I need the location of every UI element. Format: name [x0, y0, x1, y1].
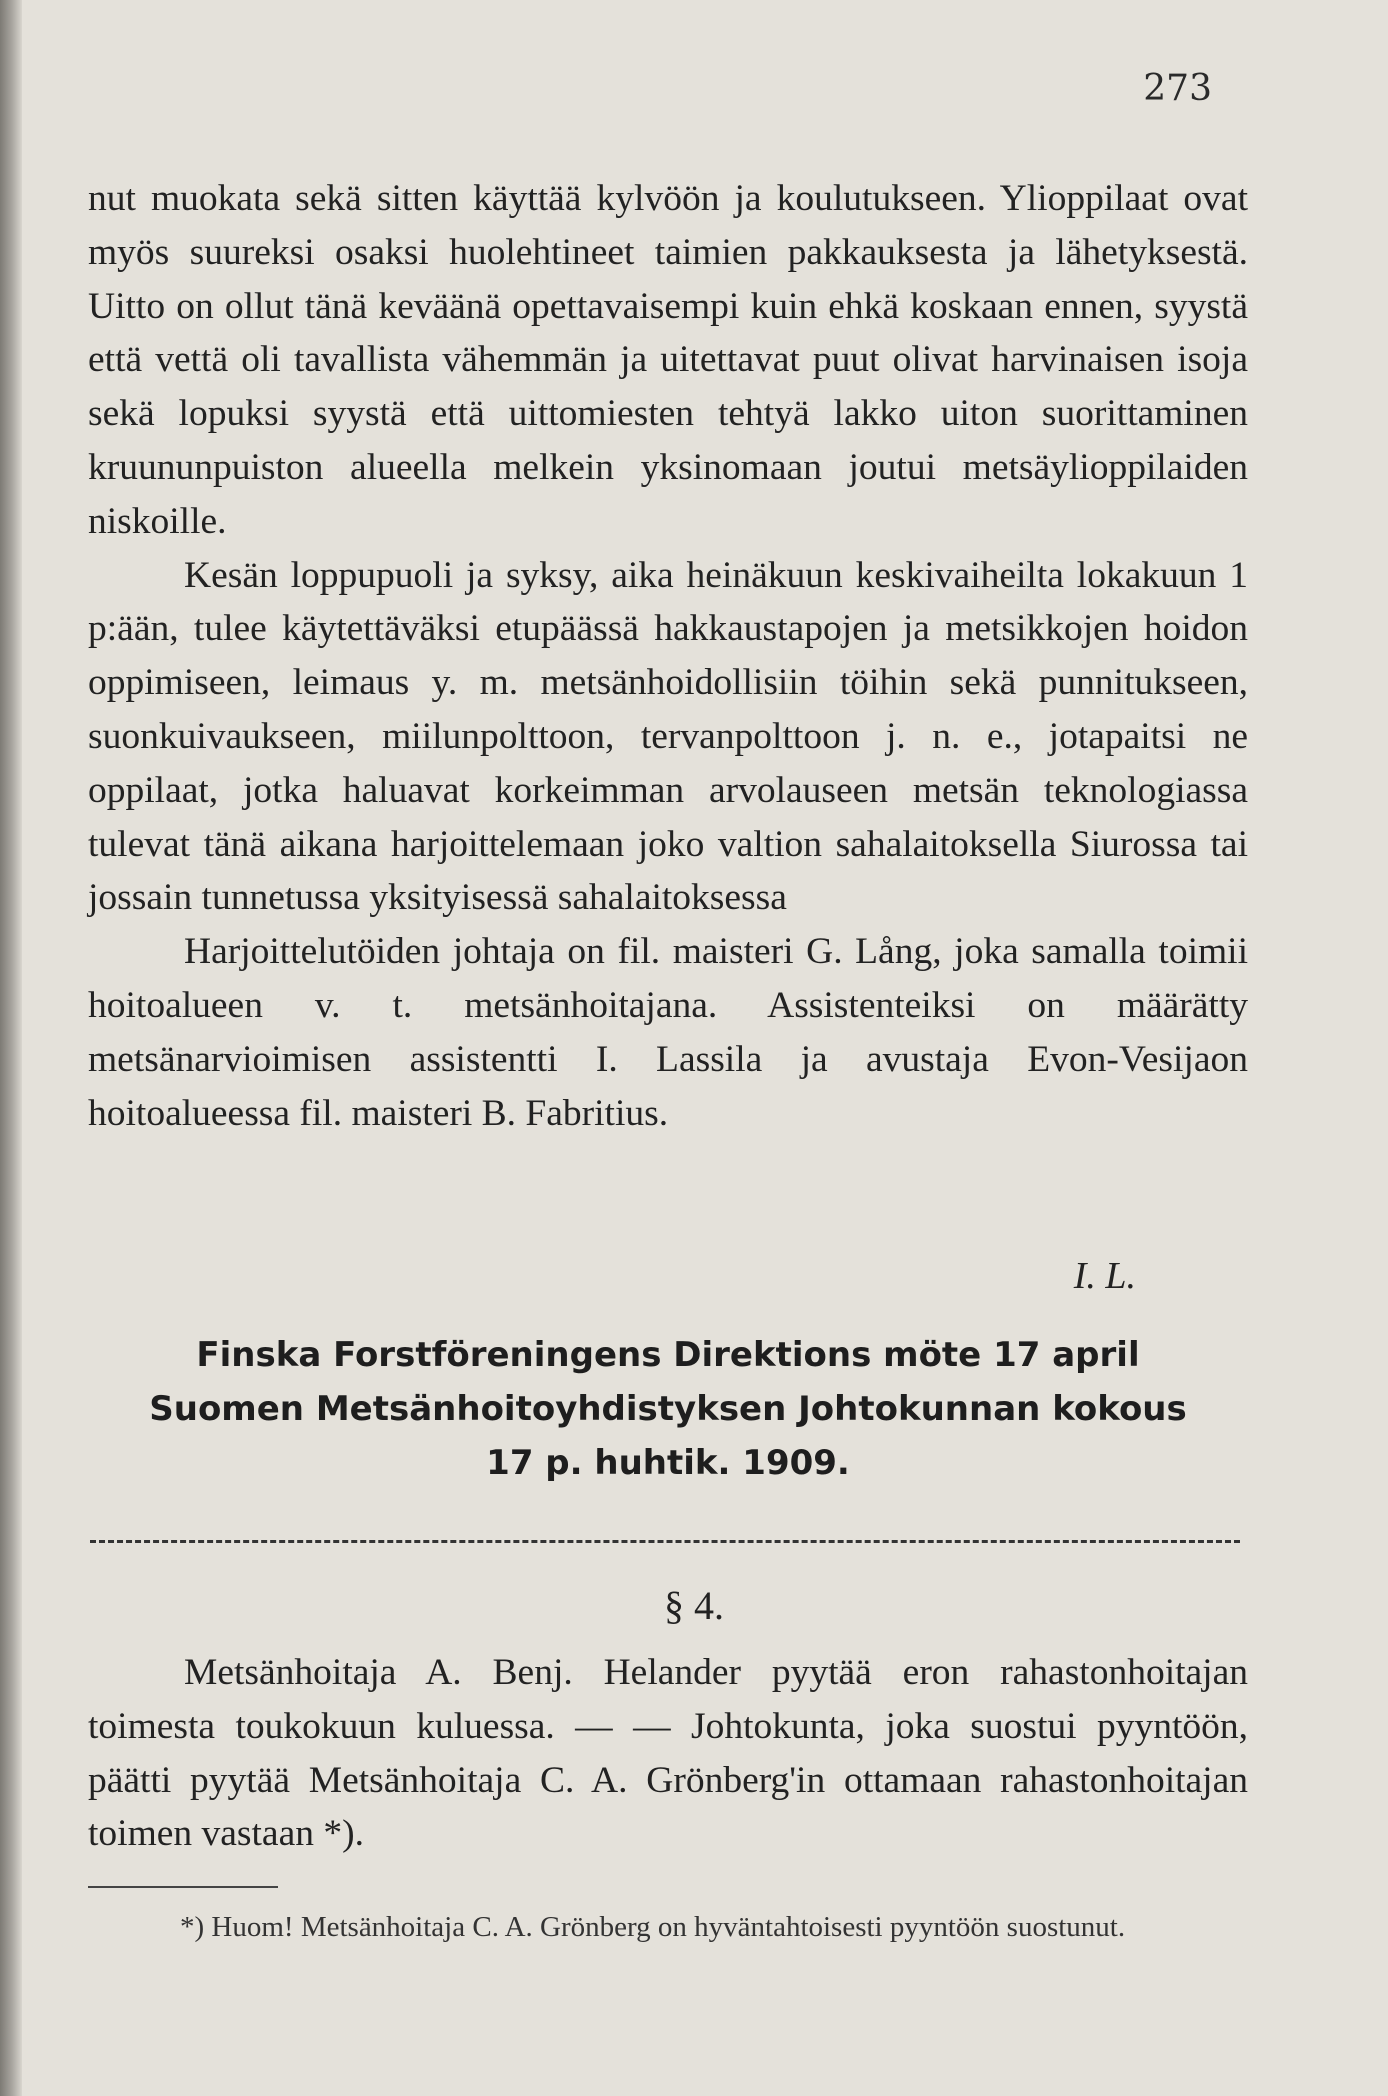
footnote-text: *) Huom! Metsänhoitaja C. A. Grönberg on hyväntahtoisesti pyyntöön suostunut.	[180, 1911, 1126, 1943]
section-body	[88, 1646, 1248, 1861]
heading-line-date: 17 p. huhtik. 1909.	[486, 1443, 850, 1483]
section-paragraph: Metsänhoitaja A. Benj. Helander pyytää eron rahastonhoitajan toimesta toukokuun kuluessa. — — Johtokunta, joka suostui pyyntöön, päätti pyytää Metsänhoitaja C. A. Grönberg'in ottamaan rahastonhoitajan toimen vastaan *).	[88, 1652, 1248, 1855]
book-spine-shadow	[0, 0, 22, 2096]
paragraph-uitto: nut muokata sekä sitten käyttää kylvöön ja koulutukseen. Ylioppilaat ovat myös suureksi osaksi huolehtineet taimien pakkauksesta ja lähetyksestä. Uitto on ollut tänä keväänä opettavaisempi kuin ehkä koskaan ennen, syystä että vettä oli tavallista vähemmän ja uitettavat puut olivat harvinaisen isoja sekä lopuksi syystä että uittomiesten tehtyä lakko uiton suorittaminen kruununpuiston alueella melkein yksinomaan joutui metsäylioppilaiden niskoille.	[88, 178, 1248, 542]
section-number: § 4.	[664, 1583, 724, 1628]
footnote	[88, 1906, 1238, 1948]
paragraph-harjoittelutoiden-johtaja: Harjoittelutöiden johtaja on fil. maisteri G. Lång, joka samalla toimii hoitoalueen v. t. metsänhoitajana. Assistenteiksi on määrätty metsänarvioimisen assistentti I. Lassila ja avustaja Evon-Vesijaon hoitoalueessa fil. maisteri B. Fabritius.	[88, 931, 1248, 1134]
page-number: 273	[1143, 68, 1212, 109]
paragraph-kesan-loppupuoli: Kesän loppupuoli ja syksy, aika heinäkuun keskivaiheilta lokakuun 1 p:ään, tulee käytettäväksi etupäässä hakkaustapojen ja metsikkojen hoidon oppimiseen, leimaus y. m. metsänhoidollisiin töihin sekä punnitukseen, suonkuivaukseen, miilunpolttoon, tervanpolttoon j. n. e., jotapaitsi ne oppilaat, jotka haluavat korkeimman arvolauseen metsän teknologiassa tulevat tänä aikana harjoittelemaan joko valtion sahalaitoksella Siurossa tai jossain tunnetussa yksityisessä sahalaitoksessa	[88, 554, 1248, 919]
heading-line-swedish: Finska Forstföreningens Direktions möte 17 april	[196, 1335, 1140, 1375]
author-signature: I. L.	[1073, 1255, 1136, 1297]
heading-line-finnish: Suomen Metsänhoitoyhdistyksen Johtokunnan kokous	[149, 1389, 1187, 1429]
meeting-heading	[88, 1328, 1248, 1490]
dashed-separator	[90, 1540, 1240, 1543]
footnote-rule	[88, 1886, 278, 1888]
article-body	[88, 172, 1248, 1140]
